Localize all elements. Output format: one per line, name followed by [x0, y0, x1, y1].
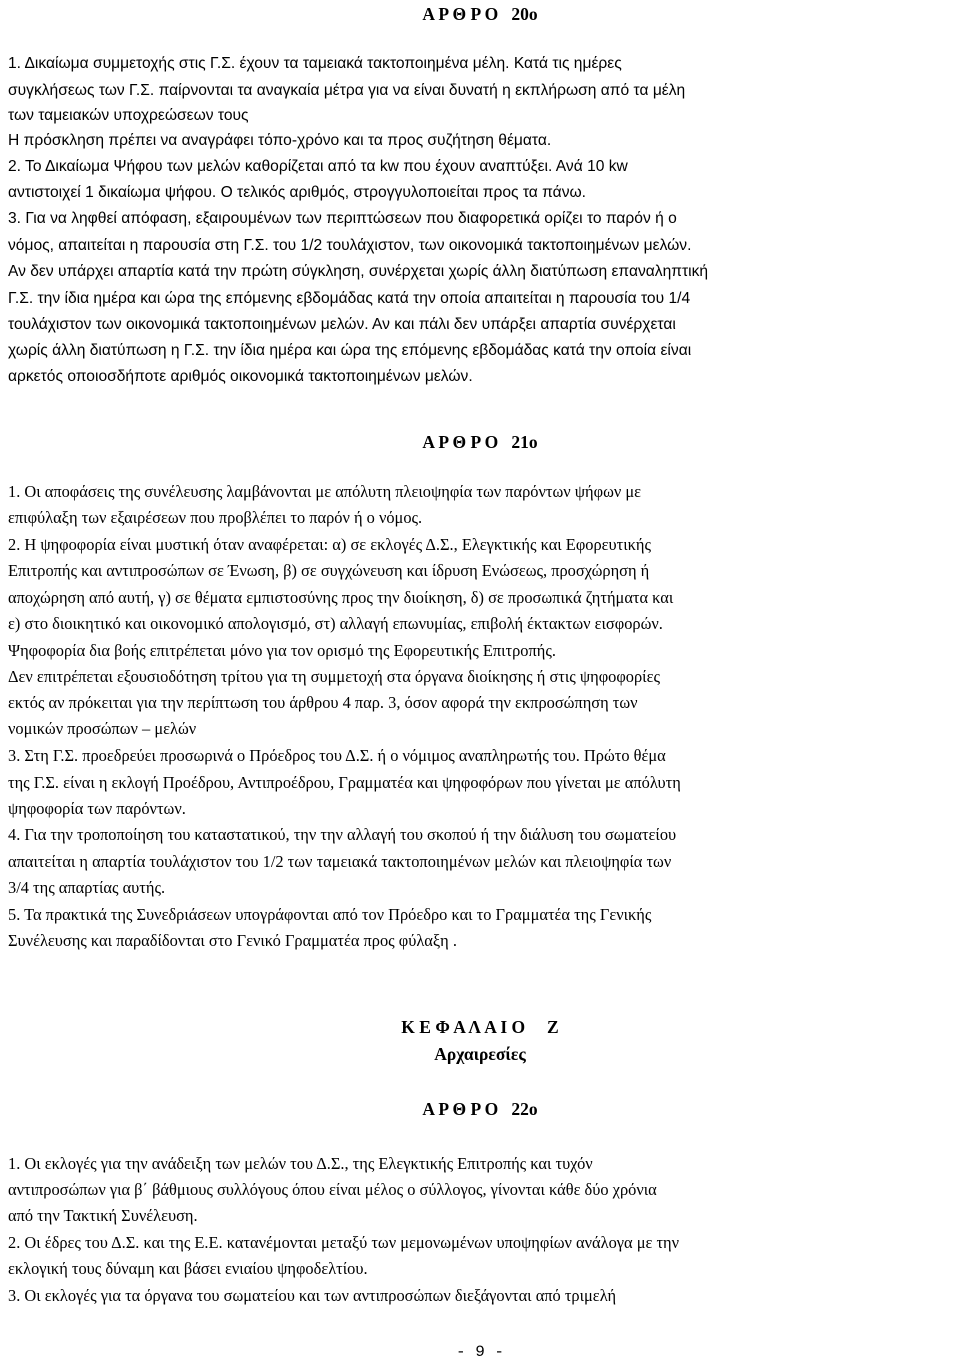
article-20-line: 1. Δικαίωμα συμμετοχής στις Γ.Σ. έχουν τα ταμειακά τακτοποιημένα μέλη. Κατά τις ημέρες	[8, 55, 622, 72]
article-20-line: Αν δεν υπάρχει απαρτία κατά την πρώτη σύγκληση, συνέρχεται χωρίς άλλη διατύπωση επαναληπτική	[8, 263, 709, 280]
article-22-line: 3. Οι εκλογές για τα όργανα του σωματείου και των αντιπροσώπων διεξάγονται από τριμελή	[8, 1286, 617, 1305]
article-21-line: ψηφοφορία των παρόντων.	[8, 799, 186, 818]
chapter-heading: Κ Ε Φ Α Λ Α Ι Ο Ζ	[401, 1017, 559, 1037]
article-21-heading: Α Ρ Θ Ρ Ο 21ο	[422, 432, 538, 452]
article-21-line: ε) στο διοικητικό και οικονομικό απολογισμό, στ) αλλαγή επωνυμίας, επιβολή έκτακτων εισφορών.	[8, 614, 663, 633]
article-21-line: 2. Η ψηφοφορία είναι μυστική όταν αναφέρεται: α) σε εκλογές Δ.Σ., Ελεγκτικής και Εφορευτικής	[8, 535, 651, 554]
article-21-line: επιφύλαξη των εξαιρέσεων που προβλέπει το παρόν ή ο νόμος.	[8, 508, 423, 527]
article-21-line: 5. Τα πρακτικά της Συνεδριάσεων υπογράφονται από τον Πρόεδρο και το Γραμματέα της Γενικής	[8, 905, 652, 924]
article-22-line: 2. Οι έδρες του Δ.Σ. και της Ε.Ε. κατανέμονται μεταξύ των μεμονωμένων υποψηφίων ανάλογα με την	[8, 1233, 680, 1252]
article-21-line: της Γ.Σ. είναι η εκλογή Προέδρου, Αντιπροέδρου, Γραμματέα και ψηφοφόρων που γίνεται με απόλυτη	[8, 773, 681, 792]
article-20-line: χωρίς άλλη διατύπωση η Γ.Σ. την ίδια ημέρα και ώρα της επόμενης εβδομάδας κατά την οποία είναι	[8, 342, 692, 359]
article-20-line: συγκλήσεως των Γ.Σ. παίρνονται τα αναγκαία μέτρα για να είναι δυνατή η εκπλήρωση από τα μέλη	[8, 82, 686, 99]
article-21-line: αποχώρηση από αυτή, γ) σε θέματα εμπιστοσύνης προς την διοίκηση, δ) σε προσωπικά ζητήματα και	[8, 588, 674, 607]
article-20-line: 3. Για να ληφθεί απόφαση, εξαιρουμένων των περιπτώσεων που διαφορετικά ορίζει το παρόν ή ο	[8, 210, 677, 227]
article-20-line: αντιστοιχεί 1 δικαίωμα ψήφου. Ο τελικός αριθμός, στρογγυλοποιείται προς τα πάνω.	[8, 184, 586, 201]
article-21-line: απαιτείται η απαρτία τουλάχιστον του 1/2 των ταμειακά τακτοποιημένων μελών και πλειοψηφία των	[8, 852, 672, 871]
article-20-heading: Α Ρ Θ Ρ Ο 20ο	[422, 4, 538, 24]
page-number: - 9 -	[455, 1343, 504, 1361]
article-20-line: αρκετός οποιοσδήποτε αριθμός οικονομικά τακτοποιημένων μελών.	[8, 368, 473, 385]
article-21-line: 1. Οι αποφάσεις της συνέλευσης λαμβάνονται με απόλυτη πλειοψηφία των παρόντων ψήφων με	[8, 482, 642, 501]
article-20-line: τουλάχιστον των οικονομικά τακτοποιημένων μελών. Αν και πάλι δεν υπάρξει απαρτία συνέρχεται	[8, 316, 676, 333]
article-20-line: Η πρόσκληση πρέπει να αναγράφει τόπο-χρόνο και τα προς συζήτηση θέματα.	[8, 132, 552, 149]
article-22-line: από την Τακτική Συνέλευση.	[8, 1206, 198, 1225]
article-22-line: αντιπροσώπων για β΄ βάθμιους συλλόγους όπου είναι μέλος ο σύλλογος, γίνονται κάθε δύο χρόνια	[8, 1180, 657, 1199]
article-22-line: εκλογική τους δύναμη και βάσει ενιαίου ψηφοδελτίου.	[8, 1259, 368, 1278]
article-21-line: 3. Στη Γ.Σ. προεδρεύει προσωρινά ο Πρόεδρος του Δ.Σ. ή ο νόμιμος αναπληρωτής του. Πρώτο θέμα	[8, 746, 666, 765]
article-22-line: 1. Οι εκλογές για την ανάδειξη των μελών του Δ.Σ., της Ελεγκτικής Επιτροπής και τυχόν	[8, 1154, 593, 1173]
article-21-line: 3/4 της απαρτίας αυτής.	[8, 878, 166, 897]
article-20-line: 2. Το Δικαίωμα Ψήφου των μελών καθορίζεται από τα kw που έχουν αναπτύξει. Ανά 10 kw	[8, 158, 628, 175]
article-21-line: Ψηφοφορία δια βοής επιτρέπεται μόνο για τον ορισμό της Εφορευτικής Επιτροπής.	[8, 641, 556, 660]
article-22-heading: Α Ρ Θ Ρ Ο 22ο	[422, 1099, 538, 1119]
article-21-line: Δεν επιτρέπεται εξουσιοδότηση τρίτου για τη συμμετοχή στα όργανα διοίκησης ή στις ψηφοφορίες	[8, 667, 660, 686]
article-21-line: Συνέλευσης και παραδίδονται στο Γενικό Γραμματέα προς φύλαξη .	[8, 931, 457, 950]
article-21-line: εκτός αν πρόκειται για την περίπτωση του άρθρου 4 παρ. 3, όσον αφορά την εκπροσώπηση των	[8, 693, 638, 712]
chapter-subtitle: Αρχαιρεσίες	[434, 1044, 526, 1064]
article-20-line: νόμος, απαιτείται η παρουσία στη Γ.Σ. του 1/2 τουλάχιστον, των οικονομικά τακτοποιημένων μελών.	[8, 237, 692, 254]
article-20-line: Γ.Σ. την ίδια ημέρα και ώρα της επόμενης εβδομάδας κατά την οποία απαιτείται η παρουσία του 1/4	[8, 290, 691, 307]
article-21-line: Επιτροπής και αντιπροσώπων σε Ένωση, β) σε συγχώνευση και ίδρυση Ενώσεως, προσχώρηση ή	[8, 561, 650, 580]
article-21-line: 4. Για την τροποποίηση του καταστατικού, την την αλλαγή του σκοπού ή την διάλυση του σωματείου	[8, 825, 677, 844]
article-20-line: των ταμειακών υποχρεώσεων τους	[8, 107, 249, 124]
article-21-line: νομικών προσώπων – μελών	[8, 719, 197, 738]
